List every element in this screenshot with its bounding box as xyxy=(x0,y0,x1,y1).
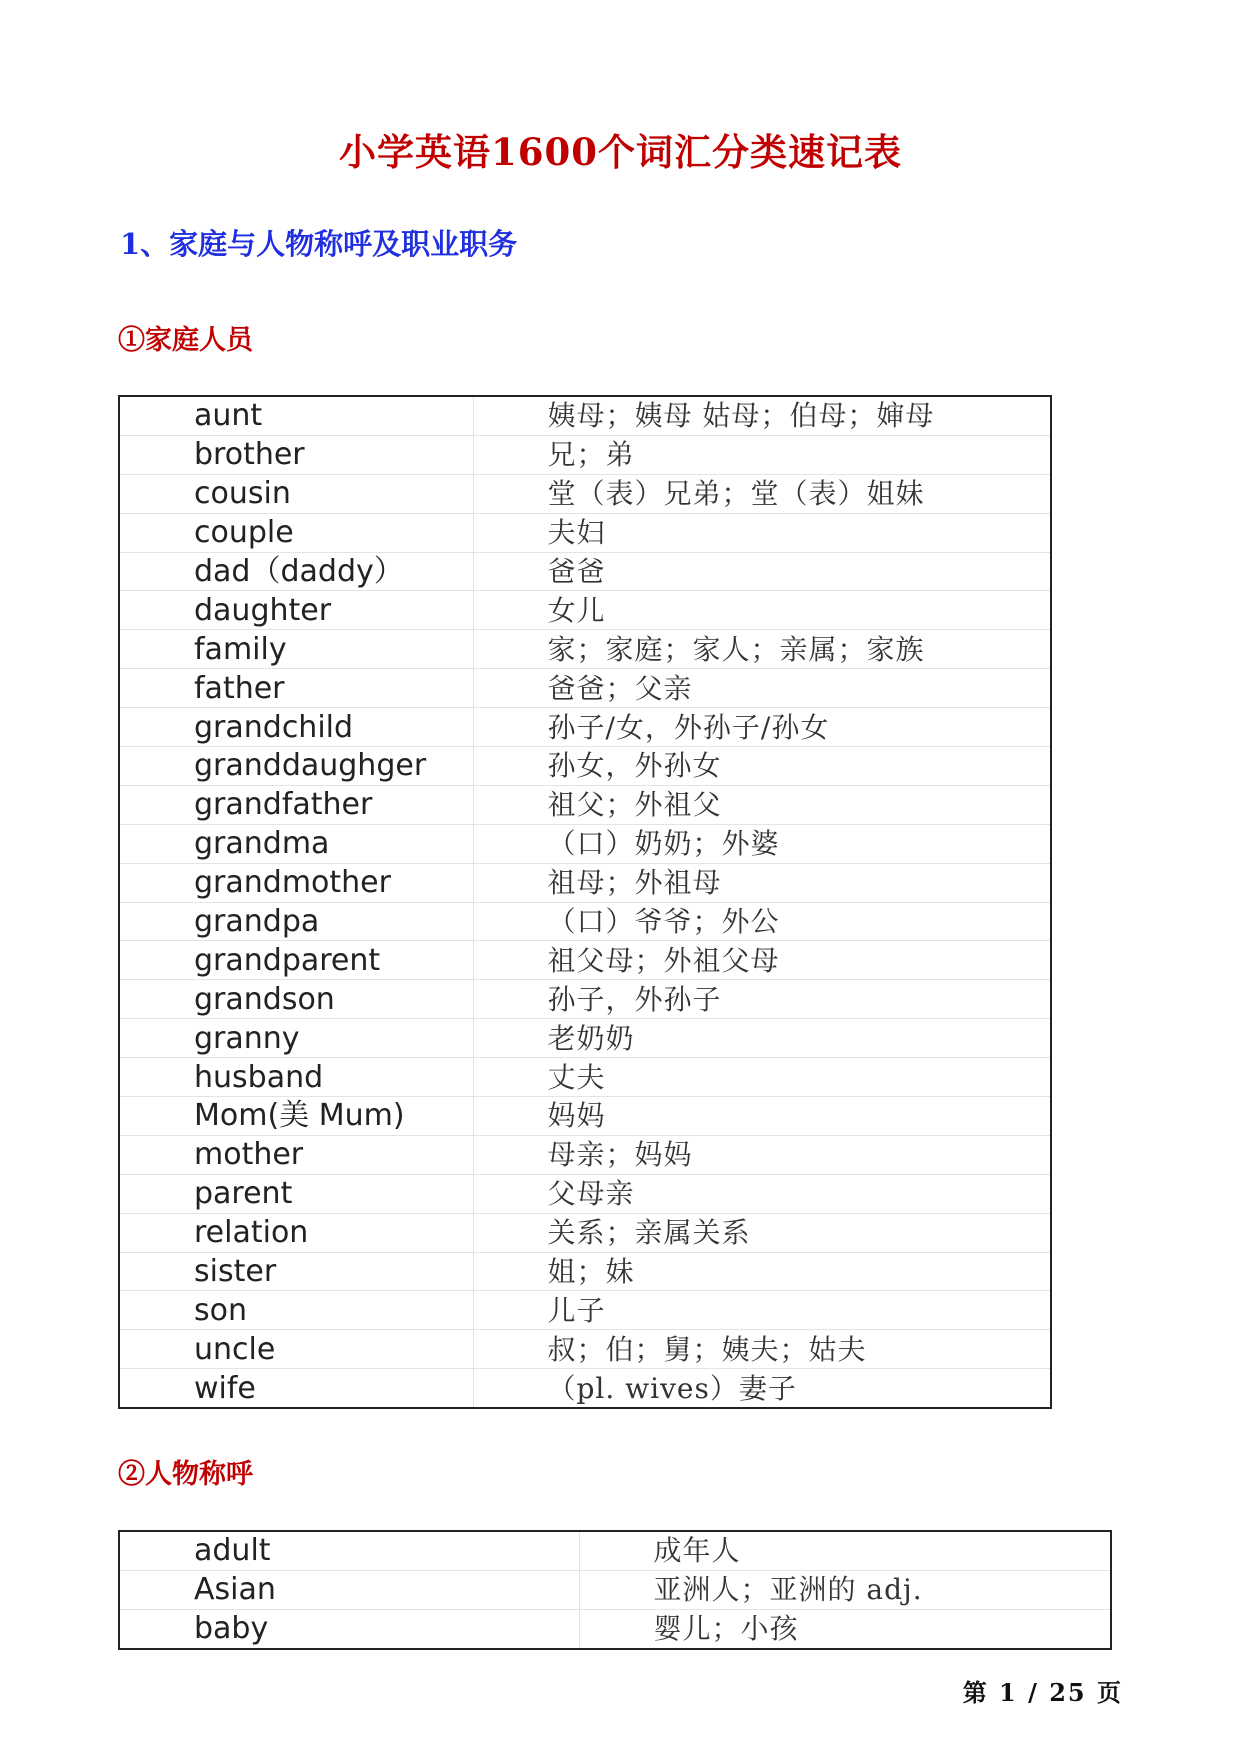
table-row xyxy=(119,708,1051,747)
english-word: grandparent xyxy=(119,941,473,980)
english-word: baby xyxy=(119,1609,579,1648)
english-word: uncle xyxy=(119,1330,473,1369)
chinese-meaning: 夫妇 xyxy=(473,513,1051,552)
english-word: Mom(美 Mum) xyxy=(119,1097,473,1136)
english-word: granddaughger xyxy=(119,747,473,786)
chinese-meaning: 孙子/女，外孙子/孙女 xyxy=(473,708,1051,747)
chinese-meaning: （口）奶奶；外婆 xyxy=(473,824,1051,863)
english-word: grandfather xyxy=(119,785,473,824)
chinese-meaning: 父母亲 xyxy=(473,1174,1051,1213)
section-heading: 1、家庭与人物称呼及职业职务 xyxy=(120,227,518,261)
english-word: parent xyxy=(119,1174,473,1213)
table-row xyxy=(119,1570,1111,1609)
chinese-meaning: 堂（表）兄弟；堂（表）姐妹 xyxy=(473,474,1051,513)
subsection-heading-person-titles: ②人物称呼 xyxy=(118,1459,253,1490)
table-row xyxy=(119,824,1051,863)
english-word: grandmother xyxy=(119,863,473,902)
chinese-meaning: 儿子 xyxy=(473,1291,1051,1330)
table-row xyxy=(119,747,1051,786)
table-row xyxy=(119,785,1051,824)
table-row xyxy=(119,513,1051,552)
english-word: grandchild xyxy=(119,708,473,747)
english-word: couple xyxy=(119,513,473,552)
table-row xyxy=(119,1291,1051,1330)
table-row xyxy=(119,1097,1051,1136)
english-word: daughter xyxy=(119,591,473,630)
page-title: 小学英语1600个词汇分类速记表 xyxy=(339,130,902,174)
english-word: brother xyxy=(119,435,473,474)
english-word: grandma xyxy=(119,824,473,863)
english-word: grandpa xyxy=(119,902,473,941)
page-number: 第 1 / 25 页 xyxy=(962,1678,1123,1707)
chinese-meaning: （口）爷爷；外公 xyxy=(473,902,1051,941)
chinese-meaning: 孙子，外孙子 xyxy=(473,980,1051,1019)
english-word: adult xyxy=(119,1531,579,1570)
chinese-meaning: 孙女，外孙女 xyxy=(473,747,1051,786)
table-row xyxy=(119,1369,1051,1408)
chinese-meaning: 女儿 xyxy=(473,591,1051,630)
english-word: mother xyxy=(119,1135,473,1174)
table-row xyxy=(119,474,1051,513)
table-row xyxy=(119,1252,1051,1291)
english-word: Asian xyxy=(119,1570,579,1609)
table-row xyxy=(119,591,1051,630)
table-row xyxy=(119,1058,1051,1097)
english-word: aunt xyxy=(119,396,473,435)
table-row xyxy=(119,980,1051,1019)
table-row xyxy=(119,669,1051,708)
english-word: father xyxy=(119,669,473,708)
table-row xyxy=(119,630,1051,669)
chinese-meaning: 母亲；妈妈 xyxy=(473,1135,1051,1174)
chinese-meaning: 叔；伯；舅；姨夫；姑夫 xyxy=(473,1330,1051,1369)
family-members-table xyxy=(118,395,1052,1409)
chinese-meaning: 祖父母；外祖父母 xyxy=(473,941,1051,980)
table-row xyxy=(119,1330,1051,1369)
english-word: cousin xyxy=(119,474,473,513)
table-row xyxy=(119,863,1051,902)
table-row xyxy=(119,902,1051,941)
chinese-meaning: 祖父；外祖父 xyxy=(473,785,1051,824)
table-row xyxy=(119,435,1051,474)
table-row xyxy=(119,1531,1111,1570)
person-titles-table xyxy=(118,1530,1112,1650)
chinese-meaning: 姐；妹 xyxy=(473,1252,1051,1291)
chinese-meaning: 兄；弟 xyxy=(473,435,1051,474)
chinese-meaning: 爸爸；父亲 xyxy=(473,669,1051,708)
english-word: husband xyxy=(119,1058,473,1097)
chinese-meaning: 老奶奶 xyxy=(473,1019,1051,1058)
chinese-meaning: 成年人 xyxy=(579,1531,1111,1570)
chinese-meaning: 家；家庭；家人；亲属；家族 xyxy=(473,630,1051,669)
table-row xyxy=(119,941,1051,980)
chinese-meaning: 亚洲人；亚洲的 adj. xyxy=(579,1570,1111,1609)
table-row xyxy=(119,1609,1111,1648)
chinese-meaning: 婴儿；小孩 xyxy=(653,1612,799,1646)
table-row xyxy=(119,1213,1051,1252)
table-row xyxy=(119,1019,1051,1058)
english-word: family xyxy=(119,630,473,669)
chinese-meaning: 关系；亲属关系 xyxy=(473,1213,1051,1252)
subsection-heading-family-members: ①家庭人员 xyxy=(118,325,253,356)
english-word: grandson xyxy=(119,980,473,1019)
chinese-meaning: 祖母；外祖母 xyxy=(473,863,1051,902)
table-row xyxy=(119,552,1051,591)
english-word: son xyxy=(119,1291,473,1330)
table-row xyxy=(119,1174,1051,1213)
chinese-meaning: （pl. wives）妻子 xyxy=(547,1371,797,1405)
english-word: dad（daddy） xyxy=(119,552,473,591)
chinese-meaning: 丈夫 xyxy=(473,1058,1051,1097)
table-row xyxy=(119,1135,1051,1174)
table-row xyxy=(119,396,1051,435)
chinese-meaning: 妈妈 xyxy=(473,1097,1051,1136)
english-word: wife xyxy=(119,1369,473,1408)
english-word: granny xyxy=(119,1019,473,1058)
chinese-meaning: 爸爸 xyxy=(473,552,1051,591)
chinese-meaning: 姨母；姨母 姑母；伯母；婶母 xyxy=(473,396,1051,435)
english-word: relation xyxy=(119,1213,473,1252)
english-word: sister xyxy=(119,1252,473,1291)
